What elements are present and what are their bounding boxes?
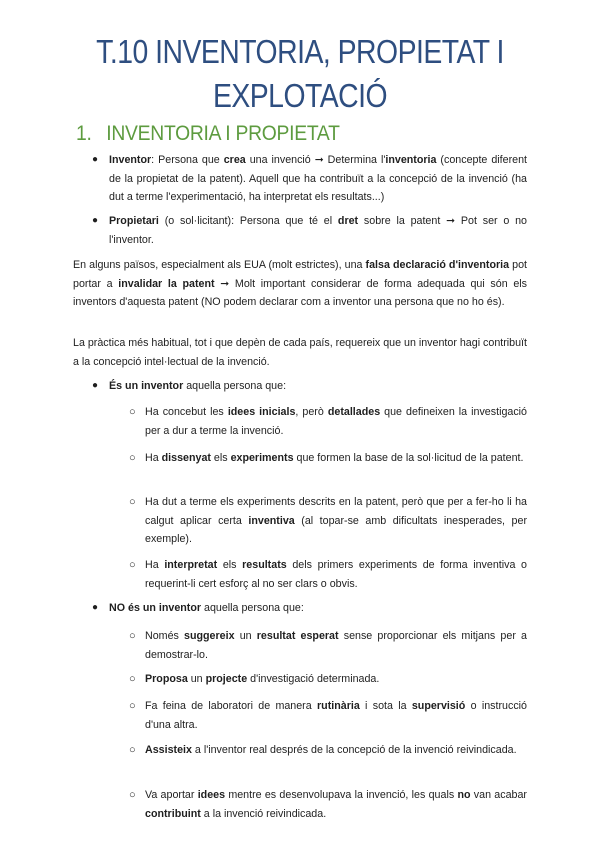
sub-bullet-icon: ○ xyxy=(129,559,136,571)
arrow-icon: ➞ xyxy=(314,154,324,166)
not-inventor-item: Només suggereix un resultat esperat sense proporcionar els mitjans per a demostrar-lo. xyxy=(145,630,527,661)
term-owner: Propietari xyxy=(109,215,159,227)
not-inventor-item: Fa feina de laboratori de manera rutinària i sota la supervisió o instrucció d'una altra. xyxy=(145,700,527,731)
sub-bullet-icon: ○ xyxy=(129,744,136,756)
bullet-icon: ● xyxy=(92,215,99,226)
arrow-icon: ➞ xyxy=(446,215,456,227)
section-heading xyxy=(76,120,340,148)
bullet-icon: ● xyxy=(92,602,99,613)
is-inventor-heading: És un inventor aquella persona que: xyxy=(109,380,287,392)
bullet-icon: ● xyxy=(92,154,99,165)
document-title: T.10 INVENTORIA, PROPIETAT I EXPLOTACIÓ xyxy=(96,33,504,114)
sub-bullet-icon: ○ xyxy=(129,630,136,642)
bullet-icon: ● xyxy=(92,380,99,391)
sub-bullet-icon: ○ xyxy=(129,406,136,418)
sub-bullet-icon: ○ xyxy=(129,452,136,464)
paragraph-false-inventorship: En alguns països, especialment als EUA (molt estrictes), una falsa declaració d'inventoria pot portar a invalidar la patent ➞ Molt important considerar de forma adequada qui són els inventors d'aquesta patent (NO podem declarar com a inventor una persona que no ho és). xyxy=(73,259,527,309)
not-inventor-item: Proposa un projecte d'investigació determinada. xyxy=(145,673,380,685)
sub-bullet-icon: ○ xyxy=(129,673,136,685)
sub-bullet-icon: ○ xyxy=(129,496,136,508)
definition-inventor: Inventor: Persona que crea una invenció ➞ Determina l'inventoria (concepte diferent de la propietat de la patent). Aquell que ha contribuït a la concepció de la invenció (ha dut a terme l'experimentació, ha interpretat els resultats...) xyxy=(109,154,527,204)
section-number: 1. xyxy=(76,122,92,145)
is-inventor-item: Ha interpretat els resultats dels primers experiments de forma inventiva o requerint-li cert esforç al no ser clars o obvis. xyxy=(145,559,528,590)
section-label: INVENTORIA I PROPIETAT xyxy=(106,122,340,145)
sub-bullet-icon: ○ xyxy=(129,700,136,712)
definition-owner: Propietari (o sol·licitant): Persona que té el dret sobre la patent ➞ Pot ser o no l'inventor. xyxy=(109,215,528,246)
term-inventor: Inventor xyxy=(109,154,152,166)
is-inventor-item: Ha dut a terme els experiments descrits en la patent, però que per a fer-ho li ha calgut aplicar certa inventiva (al topar-se amb dificultats inesperades, per exemple). xyxy=(145,496,527,546)
is-inventor-item: Ha concebut les idees inicials, però detallades que defineixen la investigació per a dur a terme la invenció. xyxy=(145,406,527,437)
not-inventor-item: Assisteix a l'inventor real després de la concepció de la invenció reivindicada. xyxy=(145,744,517,756)
arrow-icon: ➞ xyxy=(220,277,230,290)
paragraph-common-practice: La pràctica més habitual, tot i que depèn de cada país, requereix que un inventor hagi contribuït a la concepció intel·lectual de la invenció. xyxy=(73,337,527,368)
not-inventor-item: Va aportar idees mentre es desenvolupava la invenció, les quals no van acabar contribuint a la invenció reivindicada. xyxy=(145,789,527,820)
is-inventor-item: Ha dissenyat els experiments que formen la base de la sol·licitud de la patent. xyxy=(145,452,524,464)
sub-bullet-icon: ○ xyxy=(129,789,136,801)
not-inventor-heading: NO és un inventor aquella persona que: xyxy=(109,602,304,614)
